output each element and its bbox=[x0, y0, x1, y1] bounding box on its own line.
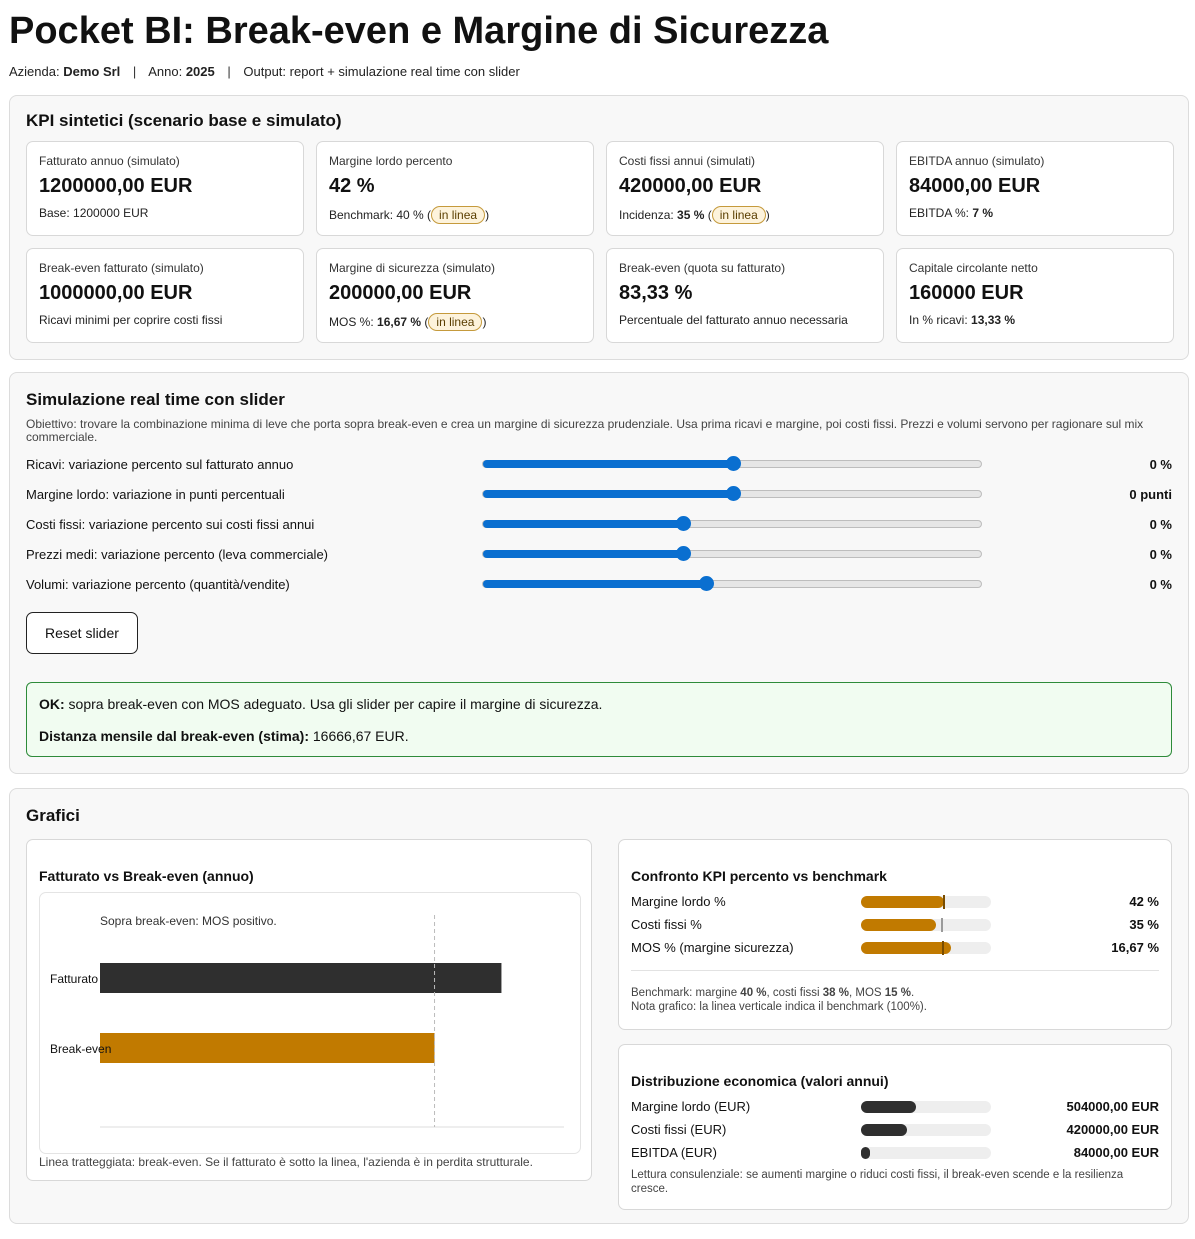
slider-label: Prezzi medi: variazione percento (leva commerciale) bbox=[26, 546, 329, 562]
kpi-card-margine-sicurezza bbox=[316, 248, 594, 343]
slider-label: Volumi: variazione percento (quantità/vendite) bbox=[26, 576, 290, 592]
kpi-value: 42 % bbox=[329, 175, 375, 197]
distribution-bar bbox=[861, 1101, 991, 1113]
slider-row-ricavi bbox=[26, 449, 1172, 479]
kpi-sub-text: Ricavi minimi per coprire costi fissi bbox=[39, 313, 223, 327]
compare-bar bbox=[861, 896, 991, 908]
distribution-row-ebitda bbox=[631, 1141, 1159, 1164]
slider-row-prezzi bbox=[26, 539, 1172, 569]
kpi-sub bbox=[619, 313, 871, 327]
kpi-sub bbox=[909, 206, 1161, 220]
slider-costi-fissi[interactable] bbox=[482, 520, 982, 528]
kpi-sub-text: MOS %: bbox=[329, 315, 378, 329]
distribution-value: 84000,00 EUR bbox=[1073, 1145, 1159, 1160]
kpi-sub-bold: 7 % bbox=[972, 206, 994, 220]
slider-label: Costi fissi: variazione percento sui costi fissi annui bbox=[26, 516, 315, 532]
kpi-sub-text: EBITDA %: bbox=[909, 206, 973, 220]
simulation-title: Simulazione real time con slider bbox=[26, 390, 285, 409]
kpi-sub-text: Base: 1200000 EUR bbox=[39, 206, 149, 220]
slider-value: 0 % bbox=[1149, 516, 1172, 532]
compare-row-costi bbox=[631, 913, 1159, 936]
kpi-compare-rows bbox=[631, 890, 1159, 959]
charts-section bbox=[9, 788, 1189, 1224]
distribution-bar bbox=[861, 1147, 991, 1159]
kpi-sub-end: ) bbox=[482, 315, 487, 329]
kpi-sub bbox=[39, 206, 291, 220]
foot-bench-margine: 40 % bbox=[740, 987, 767, 999]
category-label: Break-even bbox=[50, 1042, 112, 1056]
kpi-sub-text2: ( bbox=[421, 315, 429, 329]
foot-bench-end: . bbox=[910, 987, 915, 999]
output-text: Output: report + simulazione real time con slider bbox=[243, 64, 520, 79]
distance-line bbox=[39, 728, 1159, 744]
kpi-compare-foot bbox=[631, 986, 1159, 1014]
bar-chart-title: Fatturato vs Break-even (annuo) bbox=[39, 868, 254, 884]
kpi-value: 1000000,00 EUR bbox=[39, 282, 193, 304]
kpi-card-break-even-fatturato bbox=[26, 248, 304, 343]
slider-margine-lordo[interactable] bbox=[482, 490, 982, 498]
kpi-sub-bold: 35 % bbox=[677, 208, 705, 222]
slider-label: Ricavi: variazione percento sul fatturato annuo bbox=[26, 456, 294, 472]
kpi-label: Break-even (quota su fatturato) bbox=[619, 261, 786, 275]
benchmark-marker bbox=[943, 895, 945, 909]
slider-row-costi bbox=[26, 509, 1172, 539]
kpi-value: 83,33 % bbox=[619, 282, 693, 304]
slider-volumi[interactable] bbox=[482, 580, 982, 588]
distribution-bar-fill bbox=[861, 1124, 907, 1136]
compare-bar bbox=[861, 919, 991, 931]
slider-label: Margine lordo: variazione in punti percentuali bbox=[26, 486, 285, 502]
bar-chart-svg bbox=[40, 893, 580, 1153]
kpi-card-fatturato bbox=[26, 141, 304, 236]
distribution-label: Costi fissi (EUR) bbox=[631, 1122, 727, 1137]
compare-value: 42 % bbox=[1129, 894, 1159, 909]
kpi-value: 420000,00 EUR bbox=[619, 175, 762, 197]
kpi-value: 1200000,00 EUR bbox=[39, 175, 193, 197]
distribution-row-costi bbox=[631, 1118, 1159, 1141]
kpi-value: 84000,00 EUR bbox=[909, 175, 1041, 197]
distribution-foot: Lettura consulenziale: se aumenti margine o riduci costi fissi, il break-even scende e la resilienza cresce. bbox=[631, 1169, 1124, 1195]
compare-value: 16,67 % bbox=[1111, 940, 1159, 955]
compare-bar-fill bbox=[861, 919, 936, 931]
kpi-card-costi-fissi bbox=[606, 141, 884, 236]
kpi-label: Break-even fatturato (simulato) bbox=[39, 261, 204, 275]
compare-bar-fill bbox=[861, 942, 951, 954]
bar-chart-card bbox=[26, 839, 592, 1181]
slider-value: 0 % bbox=[1149, 576, 1172, 592]
compare-label: Margine lordo % bbox=[631, 894, 726, 909]
foot-bench-costi: 38 % bbox=[822, 987, 849, 999]
charts-title: Grafici bbox=[26, 806, 80, 825]
anno-label: Anno: bbox=[148, 64, 183, 79]
bar-fatturato bbox=[100, 963, 501, 993]
kpi-compare-title: Confronto KPI percento vs benchmark bbox=[631, 868, 887, 884]
slider-thumb[interactable] bbox=[676, 516, 691, 531]
benchmark-note bbox=[631, 986, 1159, 1000]
slider-thumb[interactable] bbox=[726, 456, 741, 471]
page-title: Pocket BI: Break-even e Margine di Sicurezza bbox=[9, 10, 829, 52]
kpi-sub-text: Incidenza: bbox=[619, 208, 678, 222]
kpi-value: 200000,00 EUR bbox=[329, 282, 472, 304]
kpi-sub bbox=[909, 313, 1161, 327]
distribution-label: EBITDA (EUR) bbox=[631, 1145, 717, 1160]
distance-label: Distanza mensile dal break-even (stima): bbox=[39, 728, 309, 744]
kpi-label: Margine di sicurezza (simulato) bbox=[329, 261, 496, 275]
kpi-sub-text2: ( bbox=[704, 208, 712, 222]
distribution-card bbox=[618, 1044, 1172, 1210]
status-badge: in linea bbox=[712, 206, 766, 224]
benchmark-marker bbox=[942, 941, 944, 955]
simulation-description: Obiettivo: trovare la combinazione minima di leve che porta sopra break-even e crea un margine di sicurezza prudenziale. Usa prima ricavi e margine, poi costi fissi. Prezzi e volumi servono per ragionare sul mix commerciale. bbox=[26, 417, 1144, 444]
kpi-sub bbox=[619, 206, 871, 224]
separator: | bbox=[132, 64, 137, 79]
distribution-value: 504000,00 EUR bbox=[1066, 1099, 1159, 1114]
kpi-sub-bold: 16,67 % bbox=[377, 315, 422, 329]
slider-thumb[interactable] bbox=[726, 486, 741, 501]
compare-bar-fill bbox=[861, 896, 944, 908]
slider-row-margine bbox=[26, 479, 1172, 509]
foot-bench-mos: 15 % bbox=[884, 987, 911, 999]
bar-chart bbox=[39, 892, 581, 1154]
slider-value: 0 punti bbox=[1129, 486, 1172, 502]
anno-value: 2025 bbox=[185, 64, 215, 79]
kpi-value: 160000 EUR bbox=[909, 282, 1024, 304]
kpi-label: Fatturato annuo (simulato) bbox=[39, 154, 180, 168]
kpi-sub-text: Percentuale del fatturato annuo necessaria bbox=[619, 313, 848, 327]
compare-row-margine bbox=[631, 890, 1159, 913]
reset-slider-button[interactable]: Reset slider bbox=[26, 612, 138, 654]
slider-value: 0 % bbox=[1149, 546, 1172, 562]
slider-fill bbox=[483, 520, 683, 528]
kpi-grid bbox=[26, 141, 1172, 343]
subtitle bbox=[9, 64, 1187, 82]
distribution-bar bbox=[861, 1124, 991, 1136]
chart-note: Nota grafico: la linea verticale indica il benchmark (100%). bbox=[631, 1001, 927, 1013]
compare-bar bbox=[861, 942, 991, 954]
compare-value: 35 % bbox=[1129, 917, 1159, 932]
divider bbox=[631, 970, 1159, 971]
kpi-sub-bold: 13,33 % bbox=[971, 313, 1016, 327]
kpi-sub bbox=[329, 313, 581, 331]
distance-value: 16666,67 EUR. bbox=[309, 728, 409, 744]
slider-prezzi-medi[interactable] bbox=[482, 550, 982, 558]
distribution-bar-fill bbox=[861, 1101, 916, 1113]
compare-label: Costi fissi % bbox=[631, 917, 702, 932]
kpi-label: Costi fissi annui (simulati) bbox=[619, 154, 756, 168]
kpi-label: Margine lordo percento bbox=[329, 154, 453, 168]
foot-bench-sep: , costi fissi bbox=[766, 987, 823, 999]
distribution-row-margine bbox=[631, 1095, 1159, 1118]
slider-row-volumi bbox=[26, 569, 1172, 599]
compare-row-mos bbox=[631, 936, 1159, 959]
right-charts-column bbox=[618, 839, 1172, 1210]
status-badge: in linea bbox=[431, 206, 485, 224]
foot-bench-sep: , MOS bbox=[848, 987, 885, 999]
distribution-rows bbox=[631, 1095, 1159, 1164]
slider-list bbox=[26, 449, 1172, 599]
slider-fill bbox=[483, 580, 706, 588]
kpi-sub-end: ) bbox=[765, 208, 770, 222]
kpi-card-capitale-circolante bbox=[896, 248, 1174, 343]
distribution-title: Distribuzione economica (valori annui) bbox=[631, 1073, 889, 1089]
bar-break-even bbox=[100, 1033, 435, 1063]
slider-ricavi[interactable] bbox=[482, 460, 982, 468]
kpi-sub bbox=[329, 206, 581, 224]
kpi-sub-text: Benchmark: 40 % ( bbox=[329, 208, 432, 222]
status-badge: in linea bbox=[428, 313, 482, 331]
simulation-section bbox=[9, 372, 1189, 774]
kpi-card-ebitda bbox=[896, 141, 1174, 236]
distribution-bar-fill bbox=[861, 1147, 870, 1159]
kpi-sub-text: In % ricavi: bbox=[909, 313, 972, 327]
kpi-card-margine-lordo bbox=[316, 141, 594, 236]
slider-value: 0 % bbox=[1149, 456, 1172, 472]
foot-bench-label: Benchmark: margine bbox=[631, 987, 741, 999]
kpi-card-break-even-quota bbox=[606, 248, 884, 343]
kpi-sub bbox=[39, 313, 291, 327]
slider-thumb[interactable] bbox=[676, 546, 691, 561]
kpi-label: Capitale circolante netto bbox=[909, 261, 1038, 275]
status-box bbox=[26, 682, 1172, 757]
kpi-compare-card bbox=[618, 839, 1172, 1030]
kpi-sub-end: ) bbox=[485, 208, 490, 222]
distribution-value: 420000,00 EUR bbox=[1066, 1122, 1159, 1137]
bar-group bbox=[50, 963, 501, 1063]
category-label: Fatturato bbox=[50, 972, 99, 986]
kpi-section bbox=[9, 95, 1189, 360]
charts-row bbox=[26, 839, 1172, 1210]
distribution-label: Margine lordo (EUR) bbox=[631, 1099, 751, 1114]
slider-fill bbox=[483, 460, 733, 468]
compare-label: MOS % (margine sicurezza) bbox=[631, 940, 794, 955]
slider-thumb[interactable] bbox=[699, 576, 714, 591]
kpi-label: EBITDA annuo (simulato) bbox=[909, 154, 1045, 168]
separator: | bbox=[227, 64, 231, 79]
slider-fill bbox=[483, 490, 733, 498]
benchmark-marker bbox=[941, 918, 943, 932]
status-text: sopra break-even con MOS adeguato. Usa gli slider per capire il margine di sicurezza. bbox=[64, 696, 603, 712]
chart-annotation: Sopra break-even: MOS positivo. bbox=[100, 914, 277, 928]
status-ok-label: OK: bbox=[39, 696, 65, 712]
status-line bbox=[39, 696, 1159, 712]
kpi-section-title: KPI sintetici (scenario base e simulato) bbox=[26, 111, 342, 130]
slider-fill bbox=[483, 550, 683, 558]
azienda-value: Demo Srl bbox=[63, 64, 121, 79]
bar-chart-note: Linea tratteggiata: break-even. Se il fatturato è sotto la linea, l'azienda è in perdita strutturale. bbox=[39, 1155, 533, 1169]
azienda-label: Azienda: bbox=[9, 64, 60, 79]
